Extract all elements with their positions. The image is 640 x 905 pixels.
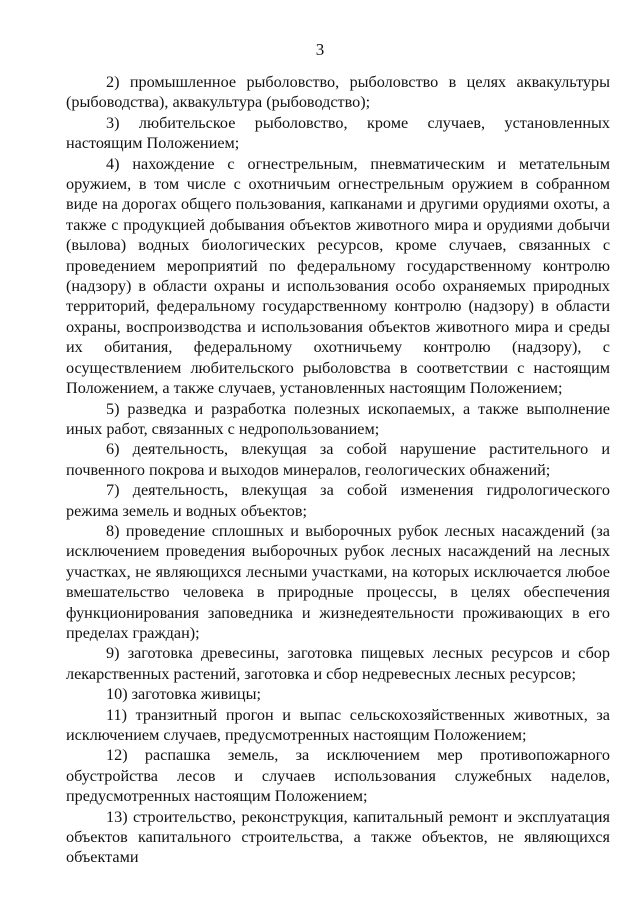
paragraph-item-5: 5) разведка и разработка полезных ископаемых, а также выполнение иных работ, связанных с недропользованием; xyxy=(66,399,610,438)
paragraph-item-11: 11) транзитный прогон и выпас сельскохозяйственных животных, за исключением случаев, предусмотренных настоящим Положением; xyxy=(66,705,610,744)
paragraph-item-13: 13) строительство, реконструкция, капитальный ремонт и эксплуатация объектов капитального строительства, а также объектов, не являющихся объектами xyxy=(66,807,610,867)
paragraph-item-6: 6) деятельность, влекущая за собой нарушение растительного и почвенного покрова и выходов минералов, геологических обнажений; xyxy=(66,440,610,479)
paragraph-item-9: 9) заготовка древесины, заготовка пищевых лесных ресурсов и сбор лекарственных растений, заготовка и сбор недревесных лесных ресурсов; xyxy=(66,644,610,683)
paragraph-item-3: 3) любительское рыболовство, кроме случаев, установленных настоящим Положением; xyxy=(66,113,610,153)
paragraph-item-12: 12) распашка земель, за исключением мер противопожарного обустройства лесов и случаев использования служебных наделов, предусмотренных настоящим Положением; xyxy=(66,746,610,806)
paragraph-item-8: 8) проведение сплошных и выборочных рубок лесных насаждений (за исключением проведения выборочных рубок лесных насаждений на лесных участках, не являющихся лесными участками, на которых исключается любое вмешательство человека в природные процессы, в целях обеспечения функционирования заповедника и жизнедеятельности проживающих в его пределах граждан); xyxy=(66,521,610,642)
document-body xyxy=(66,72,610,868)
paragraph-item-4: 4) нахождение с огнестрельным, пневматическим и метательным оружием, в том числе с охотничьим огнестрельным оружием в собранном виде на дорогах общего пользования, капканами и другими орудиями охоты, а также с продукцией добывания объектов животного мира и орудиями добычи (вылова) водных биологических ресурсов, кроме случаев, связанных с проведением мероприятий по федеральному государственному контролю (надзору) в области охраны и использования особо охраняемых природных территорий, федеральному государственному контролю (надзору) в области охраны, воспроизводства и использования объектов животного мира и среды их обитания, федеральному охотничьему контролю (надзору), с осуществлением любительского рыболовства в соответствии с настоящим Положением, а также случаев, установленных настоящим Положением; xyxy=(66,154,610,398)
paragraph-item-7: 7) деятельность, влекущая за собой изменения гидрологического режима земель и водных объектов; xyxy=(66,481,610,520)
page-number: 3 xyxy=(315,40,325,59)
paragraph-item-2: 2) промышленное рыболовство, рыболовство в целях аквакультуры (рыбоводства), аквакультура (рыбоводство); xyxy=(66,73,610,112)
paragraph-item-10: 10) заготовка живицы; xyxy=(106,685,261,704)
